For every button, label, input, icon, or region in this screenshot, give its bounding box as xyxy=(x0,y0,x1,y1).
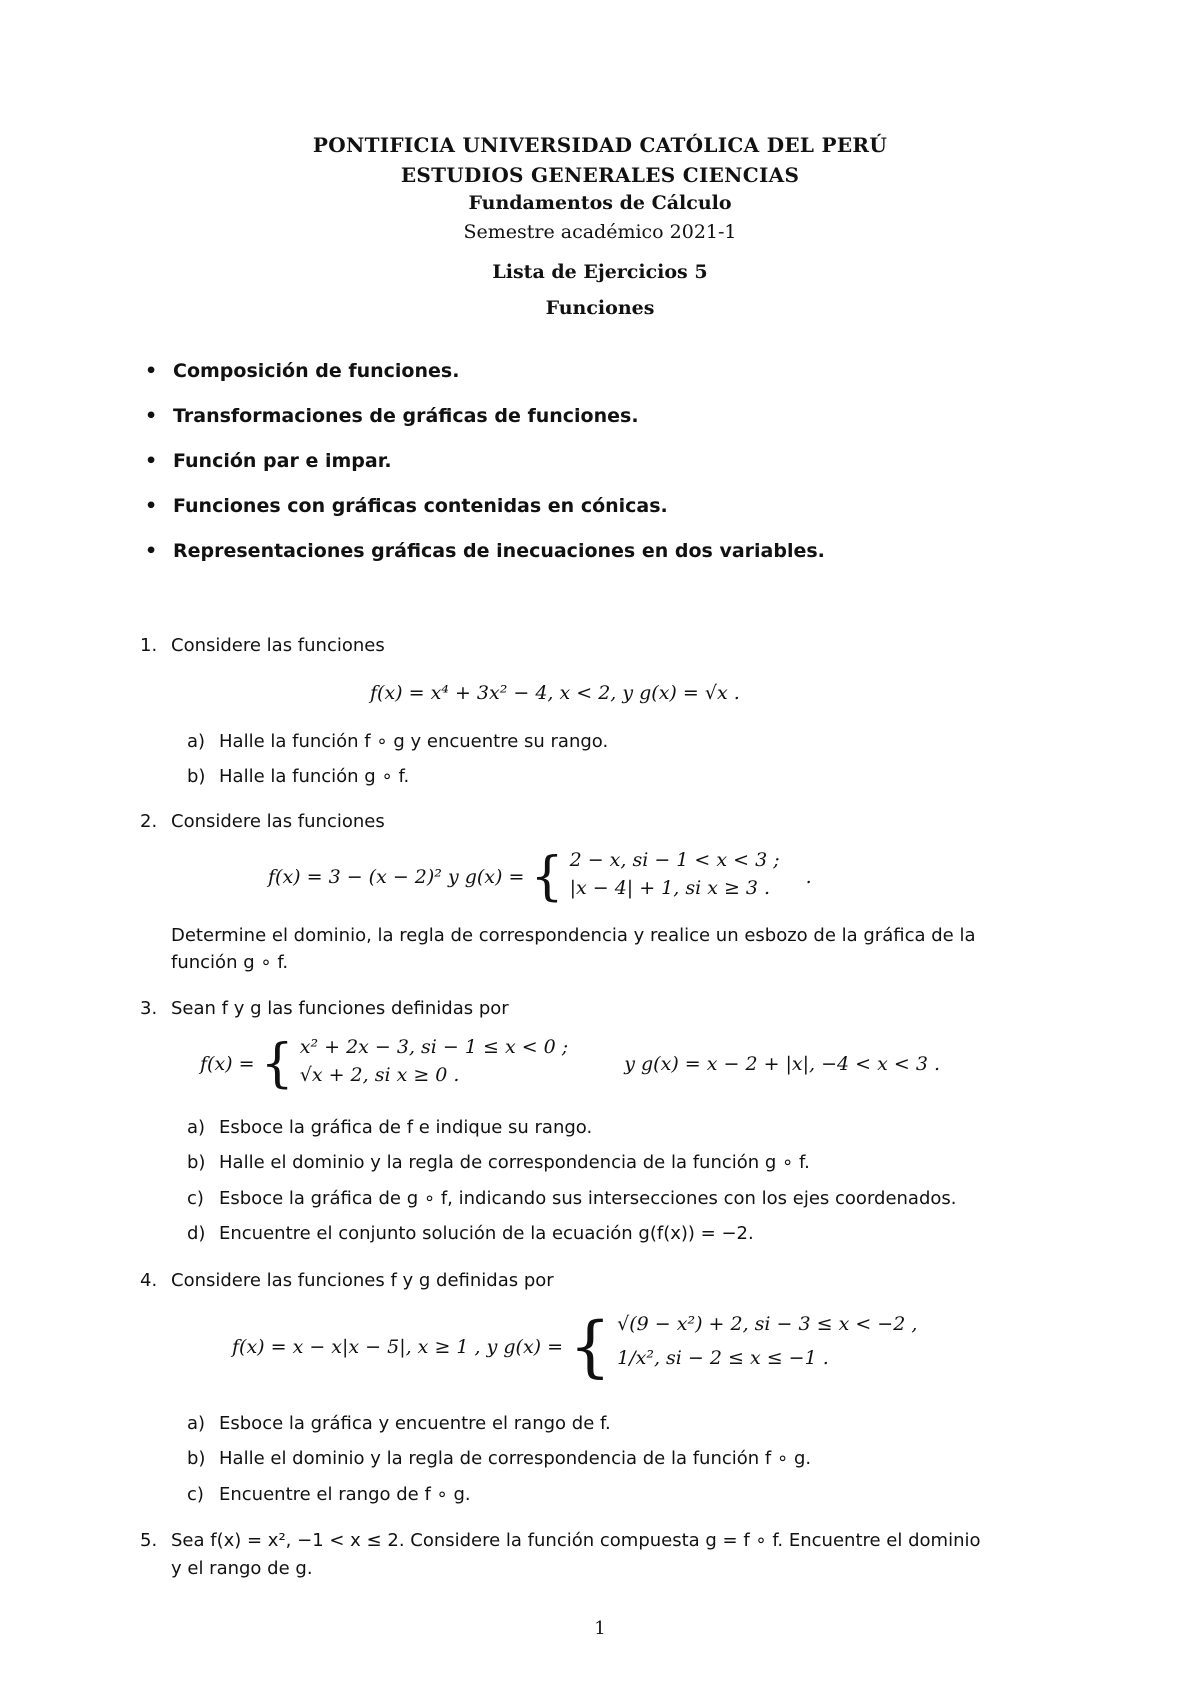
bullet-icon: • xyxy=(145,540,158,562)
problem-5-text-2: y el rango de g. xyxy=(171,1558,313,1579)
problem-3-part-d: d) Encuentre el conjunto solución de la ecuación g(f(x)) = −2. xyxy=(187,1223,754,1244)
left-brace: { xyxy=(530,847,564,907)
left-brace: { xyxy=(260,1034,294,1094)
topic-item xyxy=(145,540,1095,585)
piecewise-cases: √(9 − x²) + 2, si − 3 ≤ x < −2 , 1/x², si − 2 ≤ x ≤ −1 . xyxy=(617,1313,918,1369)
problem-4-part-b: b) Halle el dominio y la regla de correspondencia de la función f ∘ g. xyxy=(187,1448,812,1469)
topic-text: Representaciones gráficas de inecuaciones en dos variables. xyxy=(173,540,825,562)
topic-text: Funciones con gráficas contenidas en cónicas. xyxy=(173,495,668,517)
topic-item xyxy=(145,360,1095,405)
problem-4-intro: Considere las funciones f y g definidas por xyxy=(171,1270,554,1291)
problem-2-text-2: función g ∘ f. xyxy=(171,952,289,973)
course-name: Fundamentos de Cálculo xyxy=(468,192,732,214)
problem-3-number: 3. xyxy=(140,998,158,1019)
topic-text: Transformaciones de gráficas de funciones. xyxy=(173,405,639,427)
problem-4-number: 4. xyxy=(140,1270,158,1291)
problem-2-text-1: Determine el dominio, la regla de correspondencia y realice un esbozo de la gráfica de la xyxy=(171,925,976,946)
problem-5-number: 5. xyxy=(140,1530,158,1551)
bullet-icon: • xyxy=(145,495,158,517)
doc-header xyxy=(0,133,1200,319)
problem-4-part-a: a) Esboce la gráfica y encuentre el rango de f. xyxy=(187,1413,611,1434)
bullet-icon: • xyxy=(145,360,158,382)
problem-3-equation: f(x) = { x² + 2x − 3, si − 1 ≤ x < 0 ; √x + 2, si x ≥ 0 . y g(x) = x − 2 + |x|, −4 < x < 3 . xyxy=(200,1034,941,1094)
bullet-icon: • xyxy=(145,450,158,472)
problem-1-part-b: b) Halle la función g ∘ f. xyxy=(187,766,410,787)
topic-title: Funciones xyxy=(545,297,655,319)
problem-4-part-c: c) Encuentre el rango de f ∘ g. xyxy=(187,1484,471,1505)
problem-3-part-a: a) Esboce la gráfica de f e indique su rango. xyxy=(187,1117,593,1138)
page-number: 1 xyxy=(594,1618,606,1639)
topic-item xyxy=(145,495,1095,540)
problem-3-part-c: c) Esboce la gráfica de g ∘ f, indicando sus intersecciones con los ejes coordenados. xyxy=(187,1188,957,1209)
university-name: PONTIFICIA UNIVERSIDAD CATÓLICA DEL PERÚ xyxy=(312,133,888,157)
left-brace: { xyxy=(569,1308,612,1385)
topic-text: Composición de funciones. xyxy=(173,360,460,382)
problem-5-text-1: Sea f(x) = x², −1 < x ≤ 2. Considere la función compuesta g = f ∘ f. Encuentre el dominio xyxy=(171,1530,981,1551)
problem-1-intro: Considere las funciones xyxy=(171,635,385,656)
problem-2-intro: Considere las funciones xyxy=(171,811,385,832)
topic-item xyxy=(145,405,1095,450)
problem-3-intro: Sean f y g las funciones definidas por xyxy=(171,998,509,1019)
problem-1-number: 1. xyxy=(140,635,158,656)
exercise-list-title: Lista de Ejercicios 5 xyxy=(492,261,708,283)
bullet-icon: • xyxy=(145,405,158,427)
faculty-name: ESTUDIOS GENERALES CIENCIAS xyxy=(400,163,800,187)
problem-4-equation: f(x) = x − x|x − 5|, x ≥ 1 , y g(x) = { √(9 − x²) + 2, si − 3 ≤ x < −2 , 1/x², si − 2 ≤ x ≤ −1 . xyxy=(232,1308,918,1385)
topic-list xyxy=(145,360,1095,585)
piecewise-cases: 2 − x, si − 1 < x < 3 ; |x − 4| + 1, si x ≥ 3 . xyxy=(569,849,780,899)
problem-1-part-a: a) Halle la función f ∘ g y encuentre su rango. xyxy=(187,731,609,752)
problem-3-part-b: b) Halle el dominio y la regla de correspondencia de la función g ∘ f. xyxy=(187,1152,810,1173)
topic-text: Función par e impar. xyxy=(173,450,392,472)
semester: Semestre académico 2021-1 xyxy=(463,221,737,243)
problem-2-number: 2. xyxy=(140,811,158,832)
piecewise-cases: x² + 2x − 3, si − 1 ≤ x < 0 ; √x + 2, si x ≥ 0 . xyxy=(299,1036,569,1086)
problem-1-equation: f(x) = x⁴ + 3x² − 4, x < 2, y g(x) = √x . xyxy=(370,682,740,704)
topic-item xyxy=(145,450,1095,495)
problem-2-equation: f(x) = 3 − (x − 2)² y g(x) = { 2 − x, si − 1 < x < 3 ; |x − 4| + 1, si x ≥ 3 . . xyxy=(268,847,812,907)
